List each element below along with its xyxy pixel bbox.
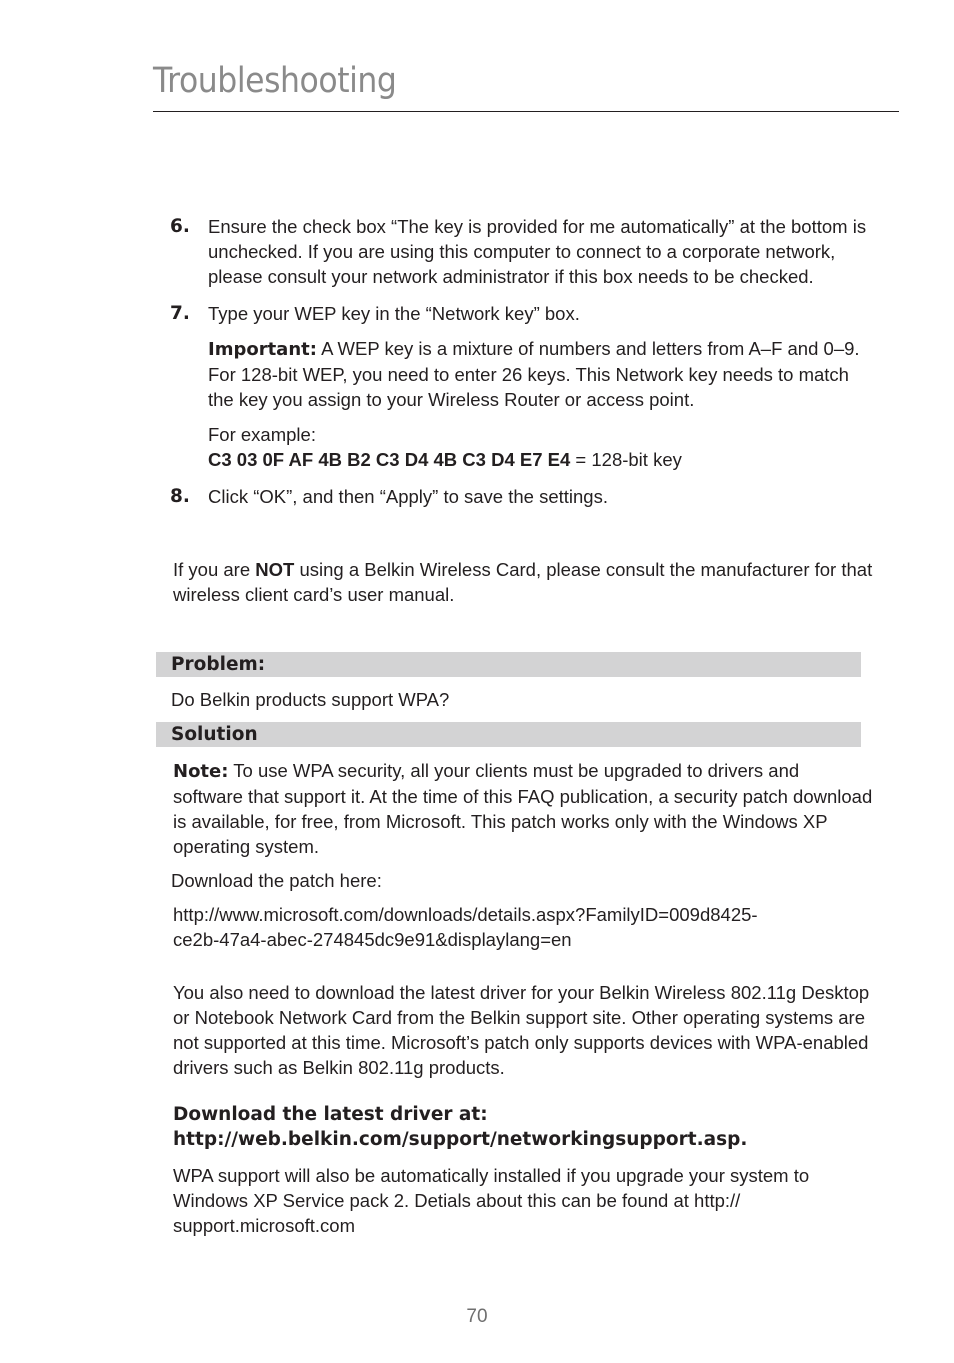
not-belkin-paragraph — [173, 557, 873, 607]
solution-bar — [156, 722, 861, 747]
example-line — [208, 447, 870, 472]
patch-url[interactable] — [173, 902, 873, 952]
step-text: Click “OK”, and then “Apply” to save the settings. — [208, 486, 608, 507]
step-8 — [170, 484, 870, 509]
sp2-paragraph: WPA support will also be automatically installed if you upgrade your system to Windows XP Service pack 2. Detials about this can be found at http:// support.microsoft.com — [173, 1165, 810, 1236]
important-label: Important: — [208, 339, 317, 360]
note-text: To use WPA security, all your clients must be upgraded to drivers and software that support it. At the time of this FAQ publication, a security patch download is available, for free, from Microsoft. This patch works only with the Windows XP operating system. — [173, 760, 873, 857]
patch-url-line-2[interactable]: ce2b-47a4-abec-274845dc9e91&displaylang=en — [173, 929, 572, 950]
download-label: Download the patch here: — [171, 870, 382, 891]
step-6 — [170, 214, 870, 289]
step-number: 6. — [170, 216, 190, 237]
driver-paragraph: You also need to download the latest driver for your Belkin Wireless 802.11g Desktop or Notebook Network Card from the Belkin support site. Other operating systems are not supported at this time. Microsoft’s patch only supports devices with WPA-enabled drivers such as Belkin 802.11g products. — [173, 982, 870, 1078]
step-number: 7. — [170, 303, 190, 324]
not-belkin-suffix: using a Belkin Wireless Card, please consult the manufacturer for that wireless client card’s user manual. — [173, 559, 873, 605]
page-title: Troubleshooting — [153, 61, 397, 101]
driver-url[interactable]: http://web.belkin.com/support/networkingsupport.asp. — [173, 1129, 748, 1150]
page-header — [153, 60, 899, 102]
page-number: 70 — [466, 1306, 488, 1327]
steps-list — [170, 214, 870, 521]
example-suffix: = 128-bit key — [570, 449, 682, 470]
driver-heading-line-1: Download the latest driver at: — [173, 1104, 488, 1125]
example-label: For example: — [208, 424, 316, 445]
important-text: A WEP key is a mixture of numbers and letters from A–F and 0–9. For 128-bit WEP, you need to enter 26 keys. This Network key needs to match the key you assign to your Wireless Router or access point. — [208, 338, 860, 410]
note-label: Note: — [173, 761, 229, 782]
problem-bar — [156, 652, 861, 677]
solution-note — [173, 758, 873, 859]
not-belkin-prefix: If you are — [173, 559, 256, 580]
patch-url-line-1[interactable]: http://www.microsoft.com/downloads/details.aspx?FamilyID=009d8425- — [173, 904, 758, 925]
step-number: 8. — [170, 486, 190, 507]
example-key: C3 03 0F AF 4B B2 C3 D4 4B C3 D4 E7 E4 — [208, 449, 571, 470]
solution-label: Solution — [171, 724, 258, 745]
problem-text: Do Belkin products support WPA? — [171, 689, 450, 710]
problem-label: Problem: — [171, 654, 266, 675]
driver-heading — [173, 1102, 873, 1152]
step-7 — [170, 301, 870, 472]
example-block — [208, 422, 870, 472]
step-text: Ensure the check box “The key is provided for me automatically” at the bottom is unchecked. If you are using this computer to connect to a corporate network, please consult your network administrator if this box needs to be checked. — [208, 216, 867, 287]
step-text: Type your WEP key in the “Network key” box. — [208, 303, 580, 324]
not-belkin-bold: NOT — [255, 559, 295, 580]
important-note — [208, 336, 870, 412]
header-rule — [153, 111, 899, 112]
